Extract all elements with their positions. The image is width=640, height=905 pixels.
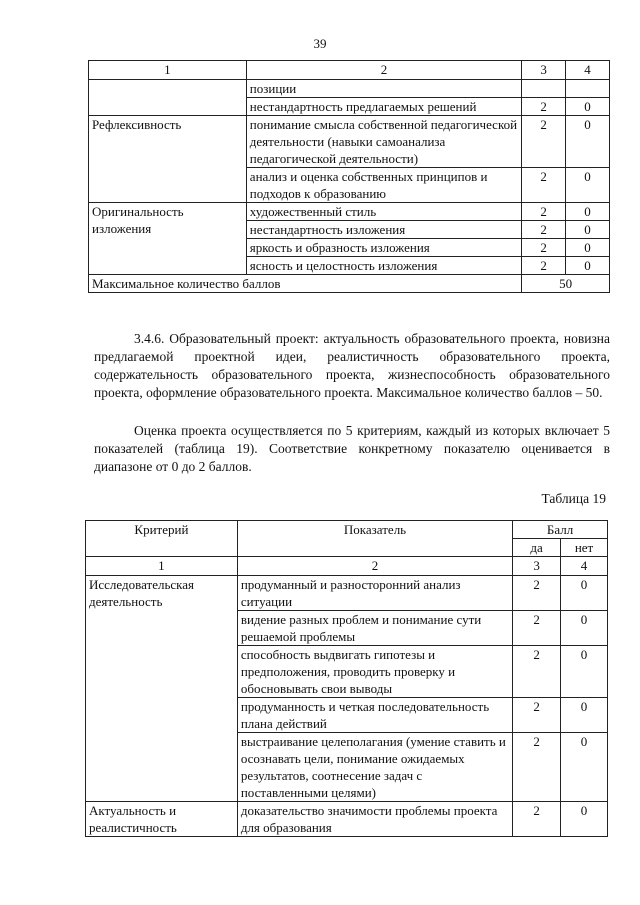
table-caption: Таблица 19 — [541, 491, 606, 506]
indicator-cell: позиции — [246, 80, 521, 98]
criterion-cell: Оригинальность изложения — [89, 203, 247, 275]
score-no-cell: 0 — [566, 203, 610, 221]
header-criterion: Критерий — [86, 521, 238, 557]
criterion-cell — [89, 80, 247, 116]
indicator-cell: доказательство значимости проблемы проекта для образования — [237, 802, 512, 837]
score-no-cell: 0 — [566, 221, 610, 239]
table-row — [89, 203, 610, 221]
header-indicator: Показатель — [237, 521, 512, 557]
score-no-cell: 0 — [566, 257, 610, 275]
criteria-table-continued — [88, 60, 610, 293]
score-yes-cell: 2 — [513, 698, 561, 733]
indicator-cell: нестандартность изложения — [246, 221, 521, 239]
indicator-cell: ясность и целостность изложения — [246, 257, 521, 275]
column-number: 2 — [246, 61, 521, 80]
paragraph-text: 3.4.6. Образовательный проект: актуальность образовательного проекта, новизна предлагаемой проектной идеи, реалистичность образовательного проекта, содержательность образовательного проекта, жизнеспособность образовательного проекта, оформление образовательного проекта. Максимальное количество баллов – 50. — [94, 331, 610, 400]
score-yes-cell: 2 — [513, 611, 561, 646]
indicator-cell: художественный стиль — [246, 203, 521, 221]
column-number: 1 — [89, 61, 247, 80]
criterion-cell: Актуальность и реалистичность — [86, 802, 238, 837]
paragraph-scoring — [94, 422, 610, 476]
column-number: 3 — [522, 61, 566, 80]
score-no-cell: 0 — [566, 239, 610, 257]
column-number: 4 — [566, 61, 610, 80]
max-score-label: Максимальное количество баллов — [89, 275, 522, 293]
score-yes-cell: 2 — [522, 257, 566, 275]
indicator-cell: продуманность и четкая последовательность плана действий — [237, 698, 512, 733]
score-no-cell: 0 — [566, 98, 610, 116]
score-yes-cell: 2 — [522, 239, 566, 257]
table-row — [86, 802, 608, 837]
score-no-cell: 0 — [561, 698, 608, 733]
indicator-cell: яркость и образность изложения — [246, 239, 521, 257]
table-row — [89, 116, 610, 168]
indicator-cell: анализ и оценка собственных принципов и подходов к образованию — [246, 168, 521, 203]
column-number: 1 — [86, 557, 238, 576]
score-yes-cell: 2 — [522, 203, 566, 221]
score-no-cell: 0 — [566, 116, 610, 168]
score-no-cell — [566, 80, 610, 98]
indicator-cell: выстраивание целеполагания (умение ставить и осознавать цели, понимание ожидаемых результатов, соотнесение задач с поставленными целями) — [237, 733, 512, 802]
score-yes-cell — [522, 80, 566, 98]
header-score: Балл — [513, 521, 608, 539]
header-yes: да — [513, 539, 561, 557]
criterion-cell: Рефлексивность — [89, 116, 247, 203]
indicator-cell: продуманный и разносторонний анализ ситуации — [237, 576, 512, 611]
paragraph-project — [94, 330, 610, 402]
score-yes-cell: 2 — [522, 168, 566, 203]
column-number: 3 — [513, 557, 561, 576]
score-no-cell: 0 — [566, 168, 610, 203]
score-yes-cell: 2 — [513, 802, 561, 837]
score-yes-cell: 2 — [513, 576, 561, 611]
column-number: 2 — [237, 557, 512, 576]
score-yes-cell: 2 — [522, 221, 566, 239]
max-score-row — [89, 275, 610, 293]
indicator-cell: видение разных проблем и понимание сути решаемой проблемы — [237, 611, 512, 646]
score-yes-cell: 2 — [522, 116, 566, 168]
score-no-cell: 0 — [561, 733, 608, 802]
criterion-cell: Исследовательская деятельность — [86, 576, 238, 802]
page-number: 39 — [313, 36, 327, 51]
score-no-cell: 0 — [561, 576, 608, 611]
max-score-value: 50 — [522, 275, 610, 293]
score-no-cell: 0 — [561, 646, 608, 698]
table-row — [89, 80, 610, 98]
score-no-cell: 0 — [561, 611, 608, 646]
score-yes-cell: 2 — [522, 98, 566, 116]
indicator-cell: способность выдвигать гипотезы и предположения, проводить проверку и обосновывать свои выводы — [237, 646, 512, 698]
header-no: нет — [561, 539, 608, 557]
table-row — [86, 576, 608, 611]
indicator-cell: понимание смысла собственной педагогической деятельности (навыки самоанализа педагогической деятельности) — [246, 116, 521, 168]
column-number: 4 — [561, 557, 608, 576]
indicator-cell: нестандартность предлагаемых решений — [246, 98, 521, 116]
score-yes-cell: 2 — [513, 733, 561, 802]
score-yes-cell: 2 — [513, 646, 561, 698]
criteria-table-19 — [85, 520, 608, 837]
score-no-cell: 0 — [561, 802, 608, 837]
paragraph-text: Оценка проекта осуществляется по 5 критериям, каждый из которых включает 5 показателей (таблица 19). Соответствие конкретному показателю оценивается в диапазоне от 0 до 2 баллов. — [94, 423, 610, 474]
